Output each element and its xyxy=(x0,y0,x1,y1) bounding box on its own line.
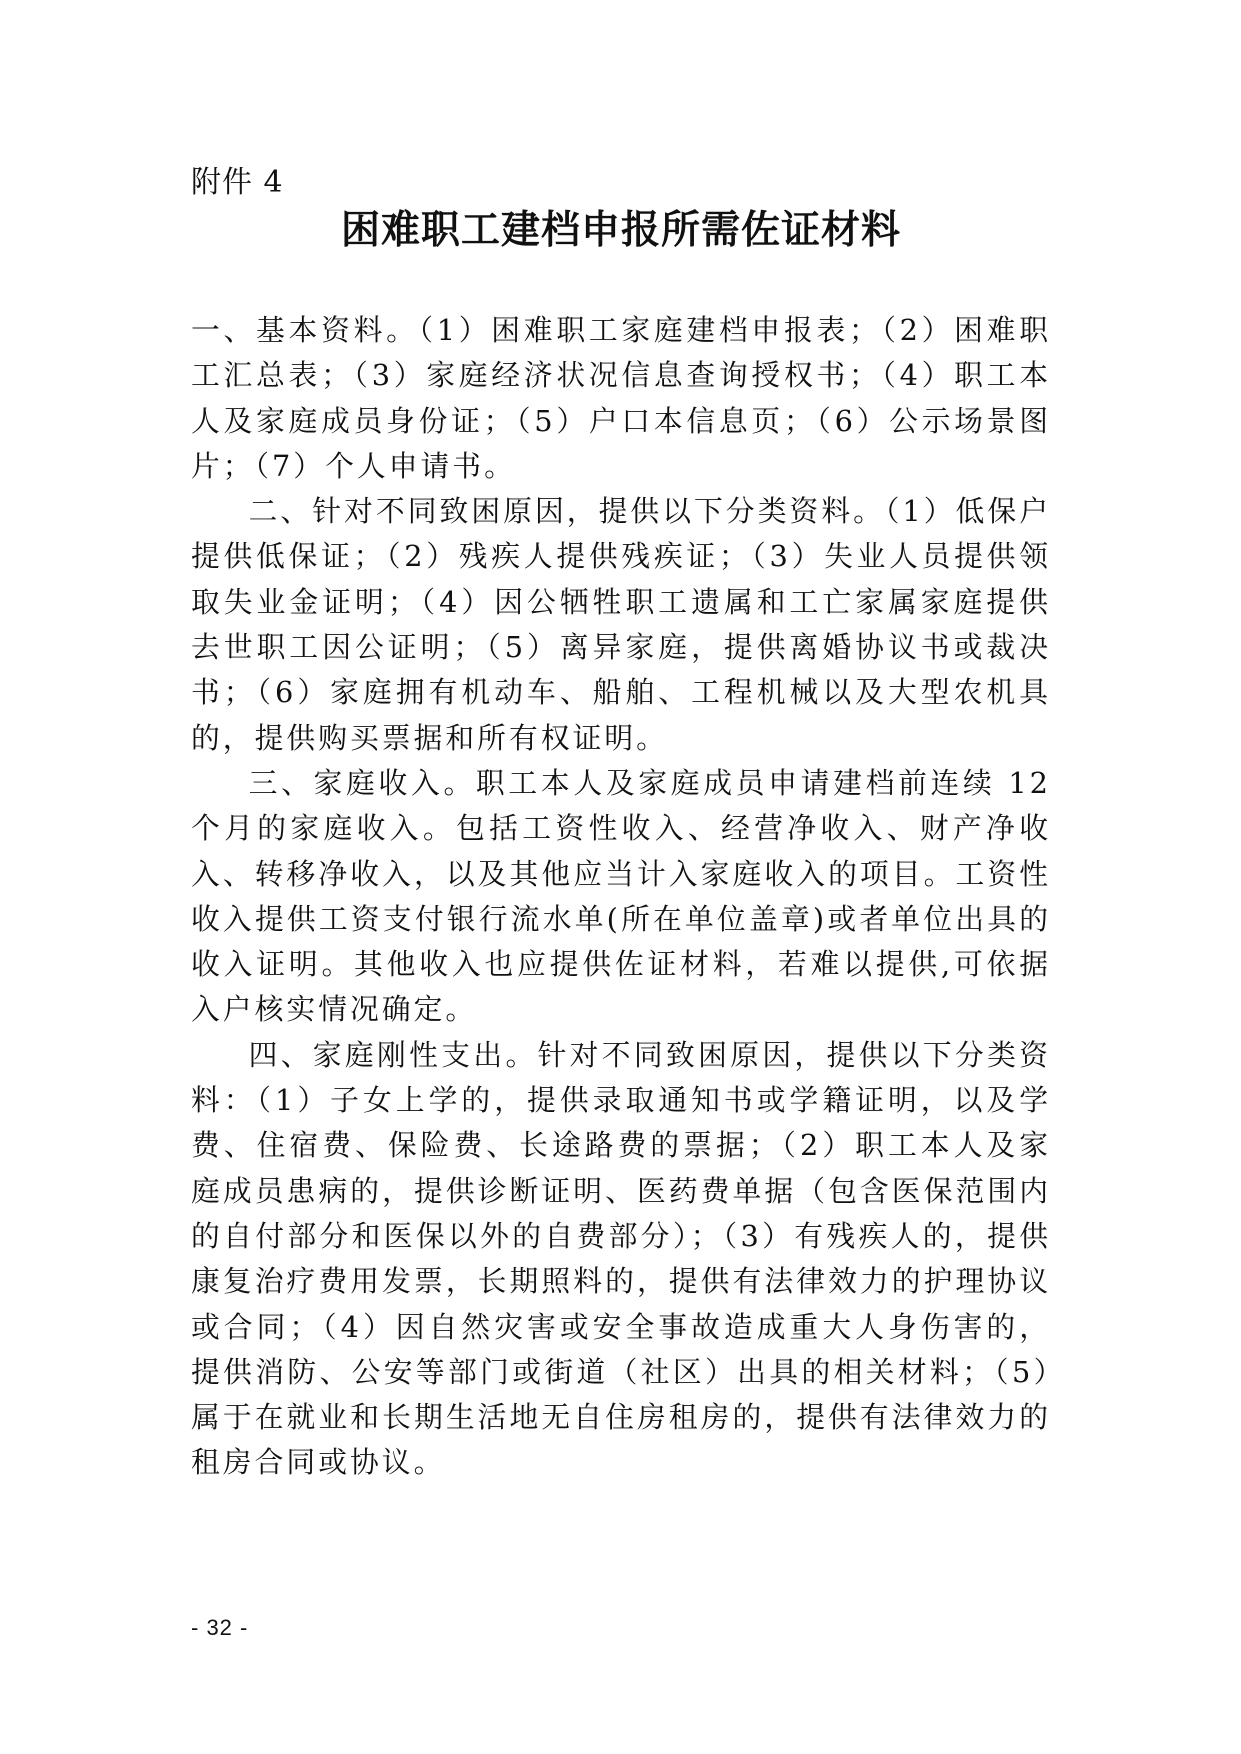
paragraph-household-income: 三、家庭收入。职工本人及家庭成员申请建档前连续 12 个月的家庭收入。包括工资性收入、经营净收入、财产净收入、转移净收入，以及其他应当计入家庭收入的项目。工资性收入提供工资支付银行流水单(所在单位盖章)或者单位出具的收入证明。其他收入也应提供佐证材料，若难以提供,可依据入户核实情况确定。 xyxy=(191,765,1051,1027)
document-body xyxy=(191,308,1051,1486)
paragraph-hardship-categories: 二、针对不同致困原因，提供以下分类资料。（1）低保户提供低保证；（2）残疾人提供残疾证；（3）失业人员提供领取失业金证明；（4）因公牺牲职工遗属和工亡家属家庭提供去世职工因公证明；（5）离异家庭，提供离婚协议书或裁决书；（6）家庭拥有机动车、船舶、工程机械以及大型农机具的，提供购买票据和所有权证明。 xyxy=(191,494,1051,755)
attachment-label: 附件 4 xyxy=(191,165,284,200)
paragraph-basic-materials: 一、基本资料。（1）困难职工家庭建档申报表；（2）困难职工汇总表；（3）家庭经济状况信息查询授权书；（4）职工本人及家庭成员身份证；（5）户口本信息页；（6）公示场景图片；（7）个人申请书。 xyxy=(191,313,1051,483)
page-number: - 32 - xyxy=(191,1615,249,1640)
paragraph-rigid-expenses: 四、家庭刚性支出。针对不同致困原因，提供以下分类资料：（1）子女上学的，提供录取通知书或学籍证明，以及学费、住宿费、保险费、长途路费的票据；（2）职工本人及家庭成员患病的，提供诊断证明、医药费单据（包含医保范围内的自付部分和医保以外的自费部分）；（3）有残疾人的，提供康复治疗费用发票，长期照料的，提供有法律效力的护理协议或合同；（4）因自然灾害或安全事故造成重大人身伤害的，提供消防、公安等部门或街道（社区）出具的相关材料；（5）属于在就业和长期生活地无自住房租房的，提供有法律效力的租房合同或协议。 xyxy=(191,1037,1051,1480)
document-title: 困难职工建档申报所需佐证材料 xyxy=(340,207,901,253)
